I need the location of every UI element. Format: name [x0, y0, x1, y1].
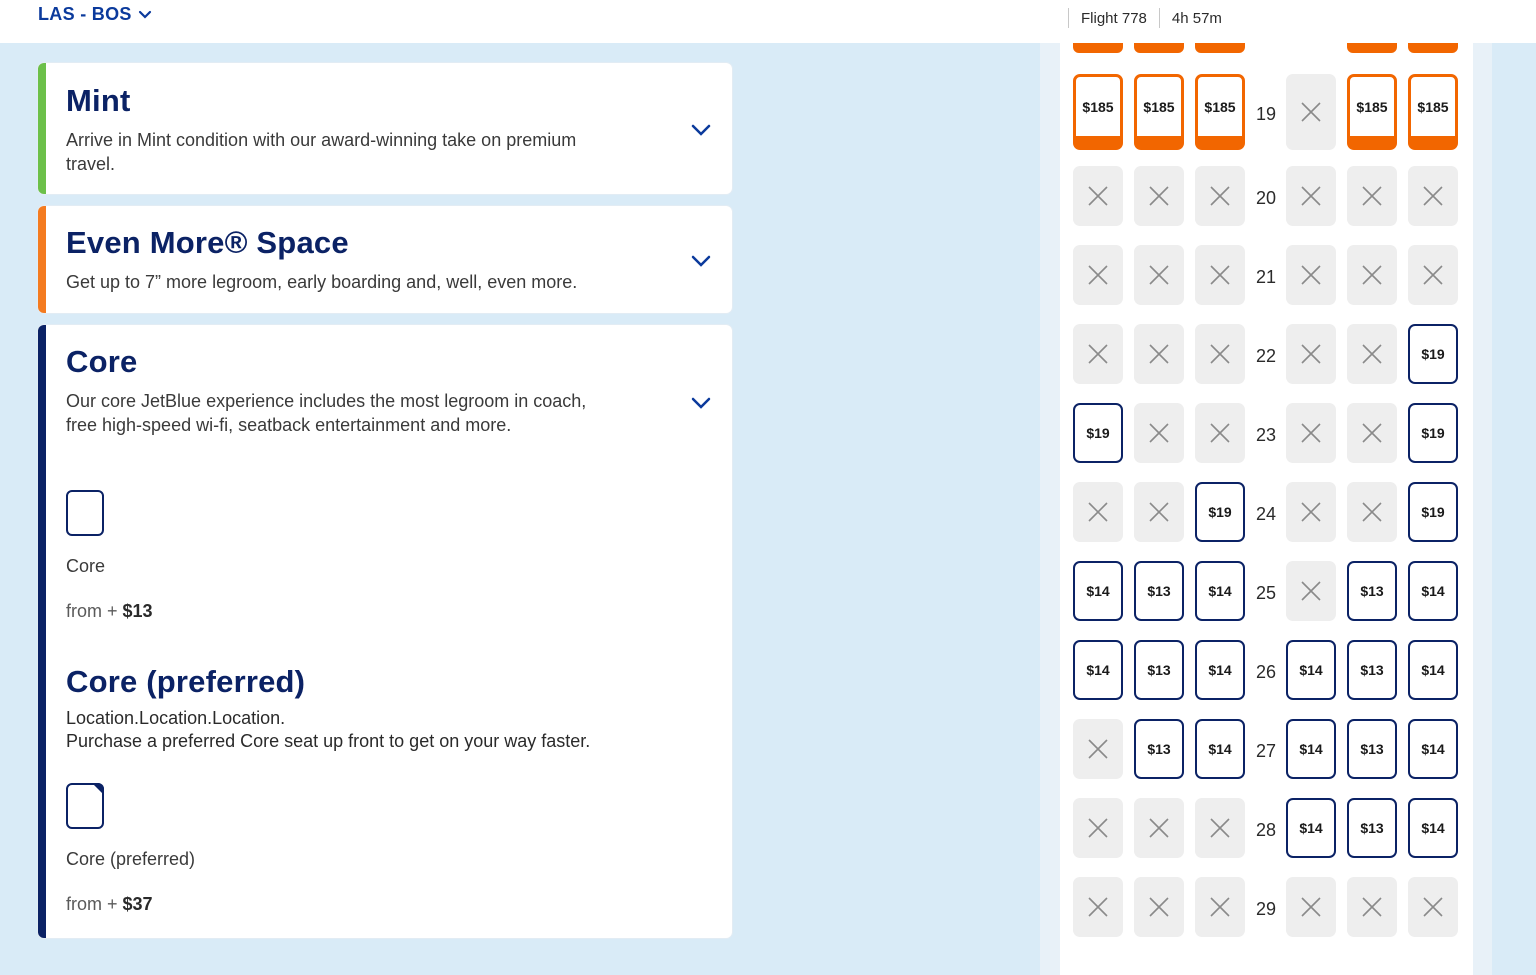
seat-available[interactable]: $19 [1408, 324, 1458, 384]
row-number: 26 [1255, 662, 1277, 682]
unavailable-x-icon [1299, 342, 1323, 366]
seat-map-grid [1060, 43, 1473, 975]
seat-available[interactable]: $14 [1408, 640, 1458, 700]
seat-type-label: Core (preferred) [66, 849, 196, 869]
cabin-description: Location.Location.Location. Purchase a preferred Core seat up front to get on your way faster. [66, 708, 591, 751]
seat-unavailable [1286, 245, 1336, 305]
unavailable-x-icon [1360, 421, 1384, 445]
row-number: 24 [1255, 504, 1277, 524]
seat-unavailable [1134, 877, 1184, 937]
seat-even-more-space[interactable]: $185 [1134, 74, 1184, 150]
seat-unavailable [1286, 166, 1336, 226]
unavailable-x-icon [1299, 500, 1323, 524]
seat-available[interactable]: $13 [1347, 640, 1397, 700]
divider [1068, 8, 1069, 28]
unavailable-x-icon [1086, 895, 1110, 919]
seat-even-more-space[interactable]: $185 [1408, 74, 1458, 150]
seat-available[interactable]: $13 [1134, 561, 1184, 621]
cabin-title: Mint [66, 83, 131, 118]
unavailable-x-icon [1086, 500, 1110, 524]
unavailable-x-icon [1208, 342, 1232, 366]
unavailable-x-icon [1147, 816, 1171, 840]
seat-even-more-space[interactable] [1347, 43, 1397, 53]
seat-available[interactable]: $14 [1195, 561, 1245, 621]
seat-unavailable [1347, 166, 1397, 226]
unavailable-x-icon [1299, 100, 1323, 124]
cabin-color-bar [38, 206, 46, 313]
unavailable-x-icon [1147, 500, 1171, 524]
unavailable-x-icon [1147, 184, 1171, 208]
unavailable-x-icon [1208, 895, 1232, 919]
seat-unavailable [1134, 166, 1184, 226]
seat-available[interactable]: $13 [1134, 640, 1184, 700]
divider [1159, 8, 1160, 28]
seat-unavailable [1134, 798, 1184, 858]
row-number: 28 [1255, 820, 1277, 840]
cabin-description: Our core JetBlue experience includes the most legroom in coach, free high-speed wi-fi, seatback entertainment and more. [66, 391, 587, 435]
row-number: 29 [1255, 899, 1277, 919]
flight-info [1068, 8, 1222, 28]
unavailable-x-icon [1208, 421, 1232, 445]
seat-unavailable [1134, 324, 1184, 384]
unavailable-x-icon [1299, 184, 1323, 208]
seat-unavailable [1134, 245, 1184, 305]
seat-unavailable [1073, 877, 1123, 937]
chevron-down-icon[interactable] [690, 123, 712, 137]
flight-duration: 4h 57m [1171, 9, 1222, 27]
row-number: 22 [1255, 346, 1277, 366]
unavailable-x-icon [1360, 500, 1384, 524]
seat-unavailable [1195, 245, 1245, 305]
seat-even-more-space[interactable] [1195, 43, 1245, 53]
seat-available[interactable]: $14 [1195, 640, 1245, 700]
flight-number: Flight 778 [1081, 9, 1147, 27]
seat-unavailable [1286, 74, 1336, 150]
seat-even-more-space[interactable] [1073, 43, 1123, 53]
seat-available[interactable]: $14 [1408, 719, 1458, 779]
seat-unavailable [1347, 245, 1397, 305]
top-bar [0, 0, 1536, 43]
seat-unavailable [1195, 166, 1245, 226]
unavailable-x-icon [1208, 184, 1232, 208]
row-number: 25 [1255, 583, 1277, 603]
seat-available[interactable]: $13 [1347, 798, 1397, 858]
cabin-title: Core [66, 344, 138, 379]
seat-unavailable [1408, 166, 1458, 226]
seat-unavailable [1408, 877, 1458, 937]
seat-unavailable [1286, 561, 1336, 621]
cabin-title: Core (preferred) [66, 664, 306, 699]
unavailable-x-icon [1147, 342, 1171, 366]
chevron-down-icon [138, 10, 152, 20]
unavailable-x-icon [1299, 579, 1323, 603]
unavailable-x-icon [1086, 737, 1110, 761]
cabin-color-bar [38, 63, 46, 194]
from-price: from + $37 [66, 894, 153, 914]
seat-unavailable [1073, 245, 1123, 305]
unavailable-x-icon [1086, 184, 1110, 208]
core-preferred-seat-icon [66, 783, 104, 829]
unavailable-x-icon [1208, 263, 1232, 287]
route-selector[interactable] [38, 4, 152, 25]
cabin-color-bar [38, 325, 46, 938]
seat-available[interactable]: $14 [1073, 640, 1123, 700]
unavailable-x-icon [1086, 263, 1110, 287]
unavailable-x-icon [1360, 263, 1384, 287]
seat-even-more-space[interactable] [1408, 43, 1458, 53]
unavailable-x-icon [1299, 895, 1323, 919]
seat-unavailable [1408, 245, 1458, 305]
seat-unavailable [1347, 403, 1397, 463]
seat-unavailable [1073, 324, 1123, 384]
unavailable-x-icon [1147, 263, 1171, 287]
seat-available[interactable]: $14 [1286, 798, 1336, 858]
unavailable-x-icon [1299, 421, 1323, 445]
seat-unavailable [1073, 482, 1123, 542]
seat-unavailable [1073, 719, 1123, 779]
seat-unavailable [1073, 166, 1123, 226]
row-number: 20 [1255, 188, 1277, 208]
seat-unavailable [1347, 877, 1397, 937]
seat-even-more-space[interactable]: $185 [1073, 74, 1123, 150]
seat-available[interactable]: $19 [1408, 482, 1458, 542]
unavailable-x-icon [1360, 342, 1384, 366]
price-value: $13 [122, 601, 153, 621]
core-seat-icon [66, 490, 104, 536]
seat-available[interactable]: $13 [1134, 719, 1184, 779]
seat-even-more-space[interactable] [1134, 43, 1184, 53]
seat-available[interactable]: $14 [1073, 561, 1123, 621]
unavailable-x-icon [1421, 184, 1445, 208]
cabin-title: Even More® Space [66, 225, 349, 260]
seat-even-more-space[interactable]: $185 [1347, 74, 1397, 150]
seat-available[interactable]: $13 [1347, 561, 1397, 621]
price-value: $37 [122, 894, 153, 914]
seat-unavailable [1195, 324, 1245, 384]
seat-unavailable [1134, 482, 1184, 542]
unavailable-x-icon [1208, 816, 1232, 840]
seat-available[interactable]: $14 [1408, 798, 1458, 858]
unavailable-x-icon [1360, 895, 1384, 919]
from-price: from + $13 [66, 601, 153, 621]
seat-available[interactable]: $14 [1286, 719, 1336, 779]
seat-unavailable [1347, 324, 1397, 384]
seat-unavailable [1286, 403, 1336, 463]
seat-available[interactable]: $13 [1347, 719, 1397, 779]
seat-type-label: Core [66, 556, 106, 576]
seat-available[interactable]: $14 [1195, 719, 1245, 779]
route-label: LAS - BOS [38, 4, 132, 24]
seat-unavailable [1286, 482, 1336, 542]
seat-available[interactable]: $19 [1195, 482, 1245, 542]
cabin-description: Arrive in Mint condition with our award-winning take on premium travel. [66, 130, 577, 174]
row-number: 21 [1255, 267, 1277, 287]
chevron-down-icon[interactable] [690, 254, 712, 268]
unavailable-x-icon [1086, 816, 1110, 840]
seat-map [1040, 43, 1492, 975]
seat-unavailable [1195, 403, 1245, 463]
seat-unavailable [1073, 798, 1123, 858]
seat-available[interactable]: $14 [1408, 561, 1458, 621]
seat-available[interactable]: $14 [1286, 640, 1336, 700]
seat-unavailable [1286, 324, 1336, 384]
chevron-down-icon[interactable] [690, 396, 712, 410]
seat-even-more-space[interactable]: $185 [1195, 74, 1245, 150]
seat-unavailable [1286, 877, 1336, 937]
cabin-description: Get up to 7” more legroom, early boarding and, well, even more. [66, 272, 578, 292]
unavailable-x-icon [1086, 342, 1110, 366]
seat-unavailable [1347, 482, 1397, 542]
seat-available[interactable]: $19 [1408, 403, 1458, 463]
cabin-card-mint[interactable] [38, 63, 732, 194]
seat-available[interactable]: $19 [1073, 403, 1123, 463]
cabin-card-core[interactable] [38, 325, 732, 938]
unavailable-x-icon [1421, 263, 1445, 287]
row-number: 23 [1255, 425, 1277, 445]
row-number: 19 [1255, 104, 1277, 124]
unavailable-x-icon [1147, 421, 1171, 445]
unavailable-x-icon [1147, 895, 1171, 919]
seat-unavailable [1195, 877, 1245, 937]
row-number: 27 [1255, 741, 1277, 761]
seat-unavailable [1195, 798, 1245, 858]
unavailable-x-icon [1360, 184, 1384, 208]
seat-unavailable [1134, 403, 1184, 463]
unavailable-x-icon [1299, 263, 1323, 287]
cabin-card-even-more-space[interactable] [38, 206, 732, 313]
unavailable-x-icon [1421, 895, 1445, 919]
